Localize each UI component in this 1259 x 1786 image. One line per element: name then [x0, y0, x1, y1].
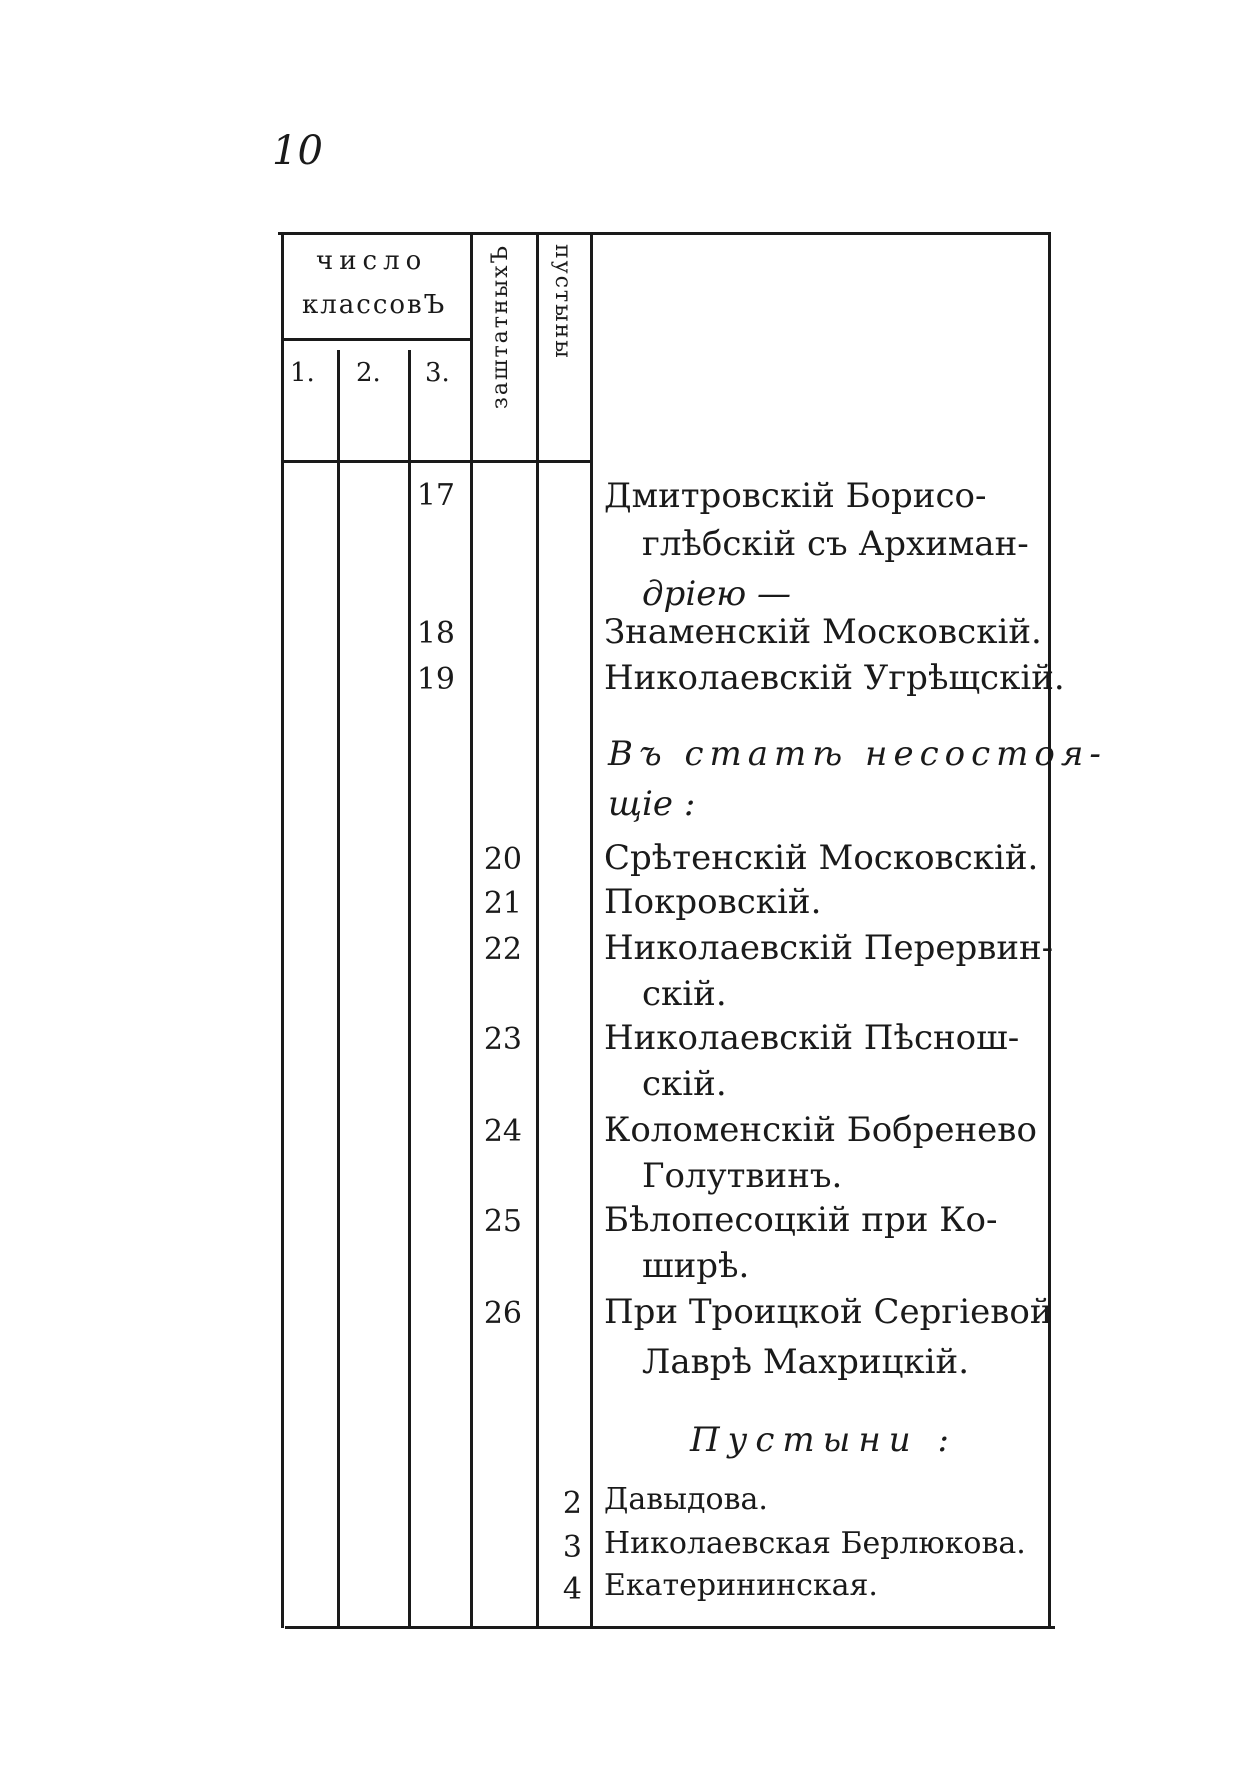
- monastery-name-line: глѣбскій съ Архиман-: [642, 524, 1029, 564]
- monastery-name-line: Покровскій.: [604, 882, 822, 922]
- desert-column-header: пустыны: [550, 244, 575, 360]
- monastery-name-line: Николаевскій Перервин-: [604, 928, 1054, 968]
- table-bottom-border: [285, 1626, 1055, 1629]
- monastery-name-line: Голутвинъ.: [642, 1156, 843, 1196]
- monastery-name-line: Знаменскій Московскій.: [604, 612, 1042, 652]
- classes-subheader-rule: [284, 338, 470, 341]
- section-heading-line2: щіе :: [608, 784, 696, 824]
- monastery-name-line: Лаврѣ Махрицкій.: [642, 1342, 970, 1382]
- monastery-name-line: скій.: [642, 974, 727, 1014]
- desert-name: Давыдова.: [604, 1482, 768, 1517]
- table-top-border: [278, 232, 1050, 235]
- staff-column-header: заштатныхЪ: [488, 244, 513, 410]
- row-number-17: 17: [416, 478, 455, 513]
- col-divider-desert-text: [590, 232, 593, 1626]
- left-border: [281, 232, 284, 1628]
- monastery-name-line: Коломенскій Бобренево: [604, 1110, 1037, 1150]
- row-number-18: 18: [416, 616, 455, 651]
- classes-header-line1: число: [316, 246, 428, 276]
- section-heading-line1: Въ статѣ несостоя-: [608, 734, 1107, 774]
- classes-header-line2: классовЪ: [302, 290, 447, 320]
- monastery-name-line: скій.: [642, 1064, 727, 1104]
- monastery-name-line: ширѣ.: [642, 1246, 750, 1286]
- row-number-24: 24: [483, 1114, 522, 1149]
- class-3-header: 3.: [425, 358, 450, 388]
- desert-number-4: 4: [562, 1572, 582, 1607]
- desert-number-2: 2: [562, 1486, 582, 1521]
- desert-name: Екатерининская.: [604, 1568, 878, 1603]
- col-divider-2-3: [408, 350, 411, 1626]
- monastery-name-line: Бѣлопесоцкій при Ко-: [604, 1200, 998, 1240]
- col-divider-staff-desert: [536, 232, 539, 1626]
- row-number-23: 23: [483, 1022, 522, 1057]
- col-divider-1-2: [337, 350, 340, 1626]
- monastery-name-line: Дмитровскій Борисо-: [604, 476, 987, 516]
- page-number: 10: [272, 128, 323, 174]
- row-number-22: 22: [483, 932, 522, 967]
- monastery-name-line: Николаевскій Угрѣщскій.: [604, 658, 1065, 698]
- monastery-name-line: Николаевскій Пѣснош-: [604, 1018, 1020, 1058]
- row-number-26: 26: [483, 1296, 522, 1331]
- deserts-heading: Пустыни :: [690, 1420, 957, 1460]
- row-number-19: 19: [416, 662, 455, 697]
- desert-number-3: 3: [562, 1530, 582, 1565]
- monastery-name-line: дріею —: [642, 574, 792, 614]
- row-number-25: 25: [483, 1204, 522, 1239]
- row-number-21: 21: [483, 886, 522, 921]
- row-number-20: 20: [483, 842, 522, 877]
- col-divider-3-staff: [470, 232, 473, 1626]
- desert-name: Николаевская Берлюкова.: [604, 1526, 1026, 1561]
- monastery-name-line: При Троицкой Сергіевой: [604, 1292, 1053, 1332]
- class-1-header: 1.: [290, 358, 315, 388]
- monastery-name-line: Срѣтенскій Московскій.: [604, 838, 1039, 878]
- class-2-header: 2.: [356, 358, 381, 388]
- header-bottom-rule: [284, 460, 590, 463]
